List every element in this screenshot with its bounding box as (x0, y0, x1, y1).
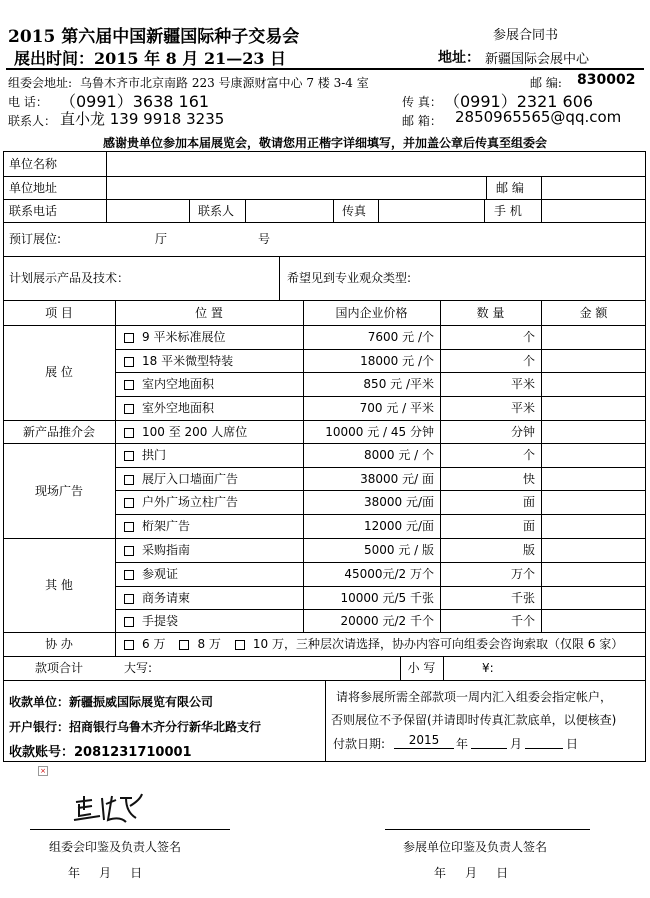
row-item-label: 9 平米标准展位 (142, 330, 226, 344)
row-unit: 版 (522, 543, 535, 557)
unit-address-label: 单位地址 (9, 181, 58, 195)
row-unit: 千个 (510, 614, 535, 628)
header-position: 位 置 (195, 306, 223, 320)
coop-label: 协 办 (45, 637, 73, 651)
unit-name-label: 单位名称 (9, 157, 58, 171)
email-label: 邮 箱： (402, 114, 442, 128)
row-unit: 个 (522, 354, 535, 368)
upper-amount-field[interactable] (160, 657, 398, 679)
audience-label: 希望见到专业观众类型: (287, 271, 412, 285)
row-price: 10000 元 / 45 分钟 (325, 425, 434, 439)
unit-address-field[interactable] (107, 177, 485, 199)
row-checkbox[interactable] (124, 404, 134, 414)
row-checkbox[interactable] (124, 333, 134, 343)
pay-day-unit: 日 (566, 737, 579, 751)
yen-label: ¥: (482, 661, 494, 675)
pay-month-unit: 月 (510, 737, 523, 751)
row-item-label: 拱门 (142, 448, 167, 462)
row-price: 45000元/2 万个 (344, 567, 434, 581)
coop-8-checkbox[interactable] (179, 640, 189, 650)
booking-label: 预订展位: (9, 232, 62, 246)
group-ads: 现场广告 (34, 484, 83, 498)
contact-phone-field[interactable] (107, 200, 188, 222)
exhibit-time: 展出时间：2015 年 8 月 21—23 日 (14, 49, 287, 68)
document-type: 参展合同书 (493, 28, 559, 43)
venue-label: 地址： (438, 50, 480, 66)
row-item (124, 543, 190, 557)
row-item (124, 591, 190, 605)
coop-6-checkbox[interactable] (124, 640, 134, 650)
mobile-field-label: 手 机 (494, 204, 522, 218)
row-unit: 万个 (510, 567, 535, 581)
row-item-label: 手提袋 (142, 614, 179, 628)
unit-name-field[interactable] (107, 152, 645, 175)
exhibitor-date: 年 月 日 (434, 866, 509, 880)
row-amount-field[interactable] (542, 397, 645, 419)
total-label: 款项合计 (34, 661, 83, 675)
row-item (124, 330, 225, 344)
remit-note-2: 否则展位不予保留(并请即时传真汇款底单，以便核查) (331, 713, 617, 727)
products-label: 计划展示产品及技术： (9, 271, 130, 285)
row-checkbox[interactable] (124, 570, 134, 580)
row-item (124, 354, 233, 368)
row-price: 20000 元/2 千个 (340, 614, 434, 628)
row-item-label: 展厅入口墙面广告 (142, 472, 239, 486)
signature-line-right (385, 829, 590, 830)
row-price: 8000 元 / 个 (363, 448, 434, 462)
pay-year: 2015 (408, 733, 440, 747)
lower-amount-field[interactable] (500, 657, 645, 679)
zip-field[interactable] (542, 177, 645, 199)
row-item-label: 室外空地面积 (142, 401, 215, 415)
row-price: 7600 元 /个 (367, 330, 434, 344)
header-divider (6, 68, 644, 70)
row-checkbox[interactable] (124, 498, 134, 508)
contact-person-field-label: 联系人 (198, 204, 235, 218)
row-unit: 个 (522, 330, 535, 344)
header-quantity: 数 量 (476, 306, 505, 320)
organizer-date: 年 月 日 (68, 866, 143, 880)
payee: 收款单位：新疆振威国际展览有限公司 (9, 695, 214, 709)
coop-options (124, 637, 623, 651)
pay-year-unit: 年 (456, 737, 469, 751)
coop-8-label: 8 万 (197, 637, 221, 651)
coop-10-label: 10 万，三种层次请选择，协办内容可向组委会咨询索取（仅限 6 家） (252, 637, 624, 651)
row-price: 850 元 /平米 (363, 377, 434, 391)
row-item (124, 401, 214, 415)
signature-image (70, 790, 150, 830)
row-amount-field[interactable] (542, 468, 645, 490)
header-item: 项 目 (45, 306, 73, 320)
upper-amount-label: 大写: (124, 661, 153, 675)
contact-person-field[interactable] (246, 200, 332, 222)
fax: （0991）2321 606 (444, 92, 594, 111)
row-amount-field[interactable] (542, 587, 645, 609)
signature-line-left (30, 829, 230, 830)
row-amount-field[interactable] (542, 515, 645, 537)
page-title: 2015 第六届中国新疆国际种子交易会 (8, 27, 300, 47)
address-label: 组委会地址: (8, 76, 73, 90)
row-amount-field[interactable] (542, 491, 645, 513)
row-price: 38000 元/ 面 (360, 472, 434, 486)
row-item-label: 100 至 200 人席位 (142, 425, 248, 439)
phone: （0991）3638 161 (60, 92, 210, 111)
contact-person-label: 联系人： (8, 114, 57, 128)
pay-date-label: 付款日期: (333, 737, 386, 751)
row-price: 18000 元 /个 (360, 354, 434, 368)
row-unit: 平米 (510, 377, 535, 391)
row-unit: 快 (522, 472, 535, 486)
row-amount-field[interactable] (542, 350, 645, 372)
row-item-label: 采购指南 (142, 543, 191, 557)
pay-month-field[interactable] (471, 733, 507, 749)
row-item-label: 室内空地面积 (142, 377, 215, 391)
fax-label: 传 真： (402, 95, 442, 109)
row-item (124, 448, 166, 462)
row-checkbox[interactable] (124, 451, 134, 461)
row-item-label: 18 平米微型特装 (142, 354, 234, 368)
broken-image-icon: × (38, 766, 48, 776)
row-price: 38000 元/面 (363, 495, 434, 509)
pay-day-field[interactable] (525, 733, 563, 749)
row-checkbox[interactable] (124, 594, 134, 604)
fax-field-label: 传真 (342, 204, 367, 218)
remit-note-1: 请将参展所需全部款项一周内汇入组委会指定帐户， (336, 690, 613, 704)
row-amount-field[interactable] (542, 421, 645, 443)
row-unit: 平米 (510, 401, 535, 415)
row-amount-field[interactable] (542, 610, 645, 632)
row-unit: 分钟 (510, 425, 535, 439)
hall-label: 厅 (155, 232, 168, 246)
row-item (124, 377, 214, 391)
row-amount-field[interactable] (542, 326, 645, 348)
email: 2850965565@qq.com (455, 108, 622, 126)
group-other: 其 他 (45, 578, 73, 592)
bank-name: 开户银行：招商银行乌鲁木齐分行新华北路支行 (9, 720, 262, 734)
row-checkbox[interactable] (124, 546, 134, 556)
address: 乌鲁木齐市北京南路 223 号康源财富中心 7 楼 3-4 室 (80, 76, 369, 90)
row-amount-field[interactable] (542, 373, 645, 395)
row-checkbox[interactable] (124, 428, 134, 438)
group-booth: 展 位 (45, 365, 73, 379)
row-unit: 面 (522, 519, 535, 533)
row-amount-field[interactable] (542, 539, 645, 561)
contact-phone-label: 联系电话 (9, 204, 58, 218)
row-checkbox[interactable] (124, 617, 134, 627)
account-number: 收款账号：2081231710001 (9, 745, 192, 760)
row-checkbox[interactable] (124, 380, 134, 390)
venue: 新疆国际会展中心 (485, 52, 590, 67)
number-label: 号 (258, 232, 271, 246)
coop-6-label: 6 万 (142, 637, 166, 651)
row-item (124, 472, 238, 486)
header-price: 国内企业价格 (335, 306, 408, 320)
mobile-field[interactable] (542, 200, 645, 222)
row-item (124, 519, 190, 533)
row-amount-field[interactable] (542, 563, 645, 585)
group-launch: 新产品推介会 (22, 425, 95, 439)
row-checkbox[interactable] (124, 475, 134, 485)
row-amount-field[interactable] (542, 444, 645, 466)
row-item-label: 户外广场立柱广告 (142, 495, 239, 509)
phone-label: 电 话： (8, 95, 48, 109)
exhibitor-signature-label: 参展单位印鉴及负责人签名 (403, 840, 548, 854)
row-item-label: 桁架广告 (142, 519, 191, 533)
zip-code: 830002 (577, 72, 636, 88)
row-price: 700 元 / 平米 (359, 401, 434, 415)
organizer-signature-label: 组委会印鉴及负责人签名 (49, 840, 182, 854)
row-item (124, 567, 178, 581)
row-unit: 个 (522, 448, 535, 462)
row-checkbox[interactable] (124, 522, 134, 532)
row-price: 12000 元/面 (363, 519, 434, 533)
row-price: 5000 元 / 版 (363, 543, 434, 557)
zip-label: 邮 编: (530, 76, 562, 90)
row-item-label: 参观证 (142, 567, 179, 581)
notice: 感谢贵单位参加本届展览会，敬请您用正楷字详细填写，并加盖公章后传真至组委会 (102, 136, 547, 150)
fax-field[interactable] (379, 200, 483, 222)
header-amount: 金 额 (579, 306, 608, 320)
contact-person: 直小龙 139 9918 3235 (60, 110, 225, 128)
row-checkbox[interactable] (124, 357, 134, 367)
row-unit: 千张 (510, 591, 535, 605)
pay-year-field[interactable] (394, 733, 454, 749)
zip-field-label: 邮 编 (496, 181, 524, 195)
row-item (124, 495, 238, 509)
coop-10-checkbox[interactable] (235, 640, 245, 650)
lower-amount-label: 小 写 (407, 661, 436, 675)
row-item (124, 614, 178, 628)
row-item-label: 商务请柬 (142, 591, 191, 605)
row-price: 10000 元/5 千张 (340, 591, 434, 605)
row-unit: 面 (522, 495, 535, 509)
row-item (124, 425, 247, 439)
